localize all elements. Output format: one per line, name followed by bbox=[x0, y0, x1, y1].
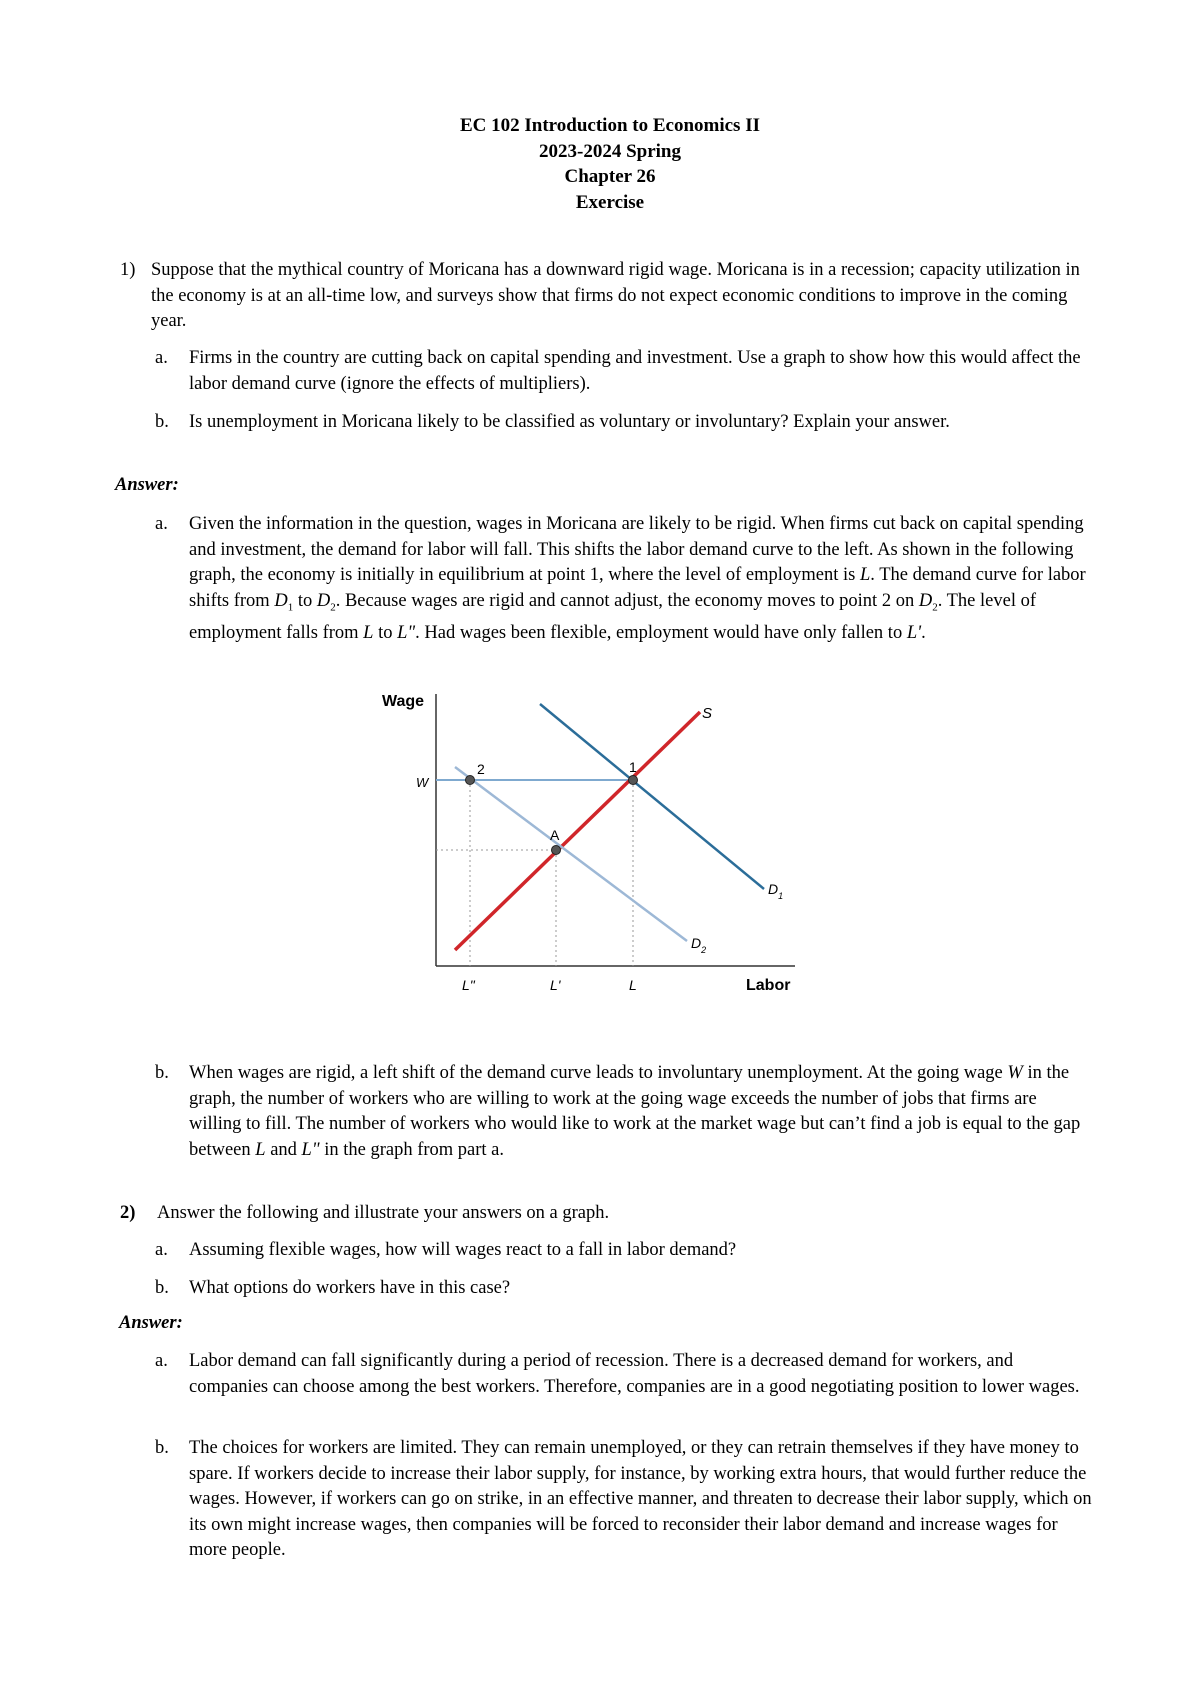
term: 2023-2024 Spring bbox=[539, 140, 681, 162]
point-a-label: A bbox=[550, 827, 560, 843]
wage-level-label: W bbox=[416, 775, 429, 790]
q2-text: Answer the following and illustrate your answers on a graph. bbox=[157, 1203, 610, 1223]
q1-number: 1) bbox=[120, 260, 136, 280]
d1-label: $D_1$ bbox=[768, 881, 784, 901]
a2a-text: Labor demand can fall significantly during a period of recession. There is a decreased demand for workers, and companies can choose among the best workers. Therefore, companies are in a good negotiating position to lower wages. bbox=[189, 1351, 1080, 1397]
demand-curve-d1 bbox=[540, 704, 764, 889]
y-axis-label: Wage bbox=[382, 693, 425, 710]
tick-l-prime: L' bbox=[550, 977, 561, 993]
q1b-marker: b. bbox=[155, 412, 169, 432]
point-a-marker bbox=[552, 846, 561, 855]
d2-label: $D_2$ bbox=[691, 935, 707, 955]
a1a-marker: a. bbox=[155, 514, 168, 534]
a1a-text: Given the information in the question, wages in Moricana are likely to be rigid. When firms cut back on capital spending and investment, the demand for labor will fall. This shifts the labor demand curve to the left. As shown in the following graph, the economy is initially in equilibrium at point 1, where the level of employment is L. The demand curve for labor shifts from $D_1$ to $D_2$. Because wages are rigid and cannot adjust, the economy moves to point 2 on $D_2$. The level of employment falls from L to L". Had wages been flexible, employment would have only fallen to L'. bbox=[189, 514, 1086, 643]
point-2-marker bbox=[466, 776, 475, 785]
a2a-marker: a. bbox=[155, 1351, 168, 1371]
supply-curve-s bbox=[455, 712, 700, 950]
a1b-text: When wages are rigid, a left shift of the demand curve leads to involuntary unemployment. At the going wage W in the graph, the number of workers who are willing to work at the going wage exceeds the number of jobs that firms are willing to fill. The number of workers who would like to work at the market wage but can’t find a job is equal to the gap between L and L" in the graph from part a. bbox=[189, 1063, 1081, 1160]
point-1-label: 1 bbox=[629, 759, 637, 775]
course-title: EC 102 Introduction to Economics II bbox=[460, 115, 760, 136]
q1a-marker: a. bbox=[155, 348, 168, 368]
document-header bbox=[0, 113, 1200, 215]
labor-market-graph bbox=[370, 686, 810, 1006]
q2a-text: Assuming flexible wages, how will wages react to a fall in labor demand? bbox=[189, 1240, 737, 1260]
exercise-label: Exercise bbox=[575, 191, 645, 213]
point-2-label: 2 bbox=[477, 761, 485, 777]
q2-number: 2) bbox=[120, 1203, 136, 1223]
tick-l: L bbox=[629, 977, 637, 993]
point-1-marker bbox=[629, 776, 638, 785]
answer-label-2: Answer: bbox=[119, 1313, 183, 1333]
answer-label-1: Answer: bbox=[115, 475, 179, 495]
supply-label: S bbox=[702, 705, 713, 722]
q1-text: Suppose that the mythical country of Moricana has a downward rigid wage. Moricana is in a recession; capacity utilization in the economy is at an all-time low, and surveys show that firms do not expect economic conditions to improve in the coming year. bbox=[151, 260, 1080, 331]
a1b-marker: b. bbox=[155, 1063, 169, 1083]
x-axis-label: Labor bbox=[746, 977, 791, 994]
a2b-text: The choices for workers are limited. They can remain unemployed, or they can retrain themselves if they have money to spare. If workers decide to increase their labor supply, for instance, by working extra hours, that would further reduce the wages. However, if workers can go on strike, in an effective manner, and threaten to decrease their labor supply, which on its own might increase wages, then companies will be forced to reconsider their labor demand and increase wages for more people. bbox=[189, 1438, 1092, 1560]
chapter: Chapter 26 bbox=[564, 166, 656, 187]
q1b-text: Is unemployment in Moricana likely to be classified as voluntary or involuntary? Explain your answer. bbox=[189, 412, 950, 432]
q2b-text: What options do workers have in this case? bbox=[189, 1278, 511, 1298]
a2b-marker: b. bbox=[155, 1438, 169, 1458]
q2a-marker: a. bbox=[155, 1240, 168, 1260]
q1a-text: Firms in the country are cutting back on capital spending and investment. Use a graph to show how this would affect the labor demand curve (ignore the effects of multipliers). bbox=[189, 348, 1081, 394]
q2b-marker: b. bbox=[155, 1278, 169, 1298]
tick-l-double-prime: L" bbox=[462, 977, 475, 993]
